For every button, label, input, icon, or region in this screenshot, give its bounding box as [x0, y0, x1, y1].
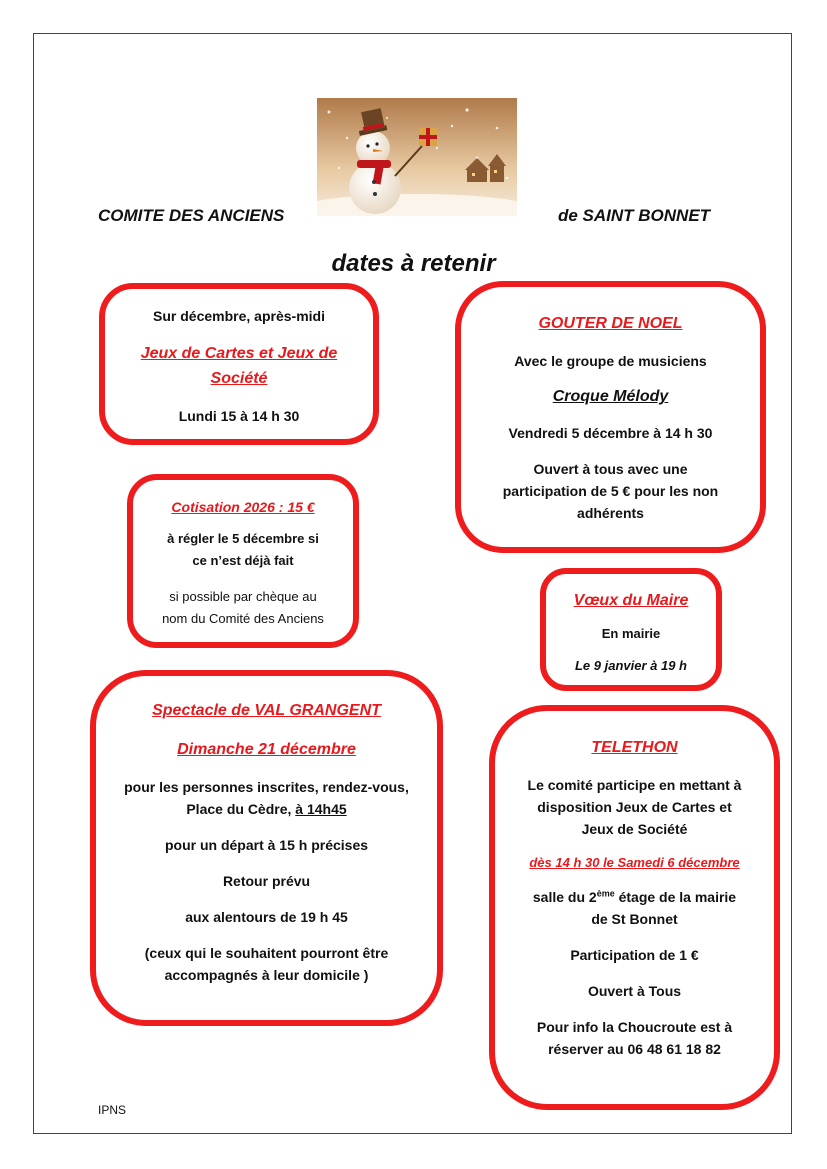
gouter-box [455, 281, 766, 553]
telethon-date: dès 14 h 30 le Samedi 6 décembre [529, 855, 740, 870]
jeux-title-line1: Jeux de Cartes et Jeux de [140, 345, 338, 362]
telethon-box [489, 705, 780, 1110]
gouter-band: Croque Mélody [552, 388, 669, 405]
spectacle-time: à 14h45 [295, 801, 347, 817]
gouter-line2: Ouvert à tous avec une [533, 461, 688, 477]
telethon-title: TELETHON [591, 739, 678, 756]
telethon-line1: Le comité participe en mettant à [527, 777, 742, 793]
cotisation-box [127, 474, 359, 648]
snowman-image [317, 98, 517, 216]
telethon-salle-b: étage de la mairie [614, 889, 737, 905]
jeux-box [99, 283, 379, 445]
spectacle-box [90, 670, 443, 1026]
spectacle-title: Spectacle de VAL GRANGENT [152, 702, 381, 719]
voeux-box [540, 568, 722, 691]
voeux-place: En mairie [601, 626, 661, 641]
spectacle-line2 [96, 798, 437, 820]
footer-ipns: IPNS [98, 1103, 127, 1117]
gouter-date: Vendredi 5 décembre à 14 h 30 [508, 425, 713, 441]
cotisation-note2: nom du Comité des Anciens [162, 611, 324, 626]
telethon-info1: Pour info la Choucroute est à [536, 1019, 733, 1035]
gouter-line4: adhérents [577, 505, 644, 521]
spectacle-line3: pour un départ à 15 h précises [164, 837, 369, 853]
telethon-salle-c: de St Bonnet [591, 911, 678, 927]
telethon-salle-sup: ème [596, 888, 615, 899]
spectacle-line1: pour les personnes inscrites, rendez-vous, [124, 779, 409, 795]
telethon-line3: Jeux de Société [581, 821, 688, 837]
voeux-date: Le 9 janvier à 19 h [574, 658, 687, 673]
jeux-when: Sur décembre, après-midi [153, 308, 325, 324]
spectacle-date: Dimanche 21 décembre [177, 741, 356, 758]
spectacle-line7: accompagnés à leur domicile ) [164, 967, 369, 983]
telethon-salle [495, 886, 774, 908]
page-subtitle: dates à retenir [331, 250, 496, 277]
spectacle-line4: Retour prévu [222, 873, 311, 889]
telethon-ouvert: Ouvert à Tous [587, 983, 682, 999]
jeux-title-line2: Société [210, 370, 268, 387]
snowman-icon [317, 98, 517, 216]
telethon-participation: Participation de 1 € [570, 947, 699, 963]
cotisation-note1: si possible par chèque au [169, 589, 317, 604]
cotisation-line2: ce n’est déjà fait [192, 553, 294, 568]
header-left-title: COMITE DES ANCIENS [98, 206, 285, 225]
cotisation-title: Cotisation 2026 : 15 € [171, 499, 315, 515]
gouter-title: GOUTER DE NOEL [538, 315, 683, 332]
telethon-line2: disposition Jeux de Cartes et [537, 799, 732, 815]
header-right-title: de SAINT BONNET [558, 206, 711, 225]
spectacle-line6: (ceux qui le souhaitent pourront être [144, 945, 389, 961]
telethon-salle-a: salle du 2 [532, 889, 597, 905]
spectacle-place: Place du Cèdre, [186, 801, 292, 817]
voeux-title: Vœux du Maire [573, 592, 689, 609]
gouter-line3: participation de 5 € pour les non [502, 483, 719, 499]
jeux-date: Lundi 15 à 14 h 30 [178, 408, 300, 424]
telethon-info2: réserver au 06 48 61 18 82 [548, 1041, 721, 1057]
gouter-line1: Avec le groupe de musiciens [514, 353, 707, 369]
cotisation-line1: à régler le 5 décembre si [167, 531, 319, 546]
spectacle-line5: aux alentours de 19 h 45 [185, 909, 348, 925]
